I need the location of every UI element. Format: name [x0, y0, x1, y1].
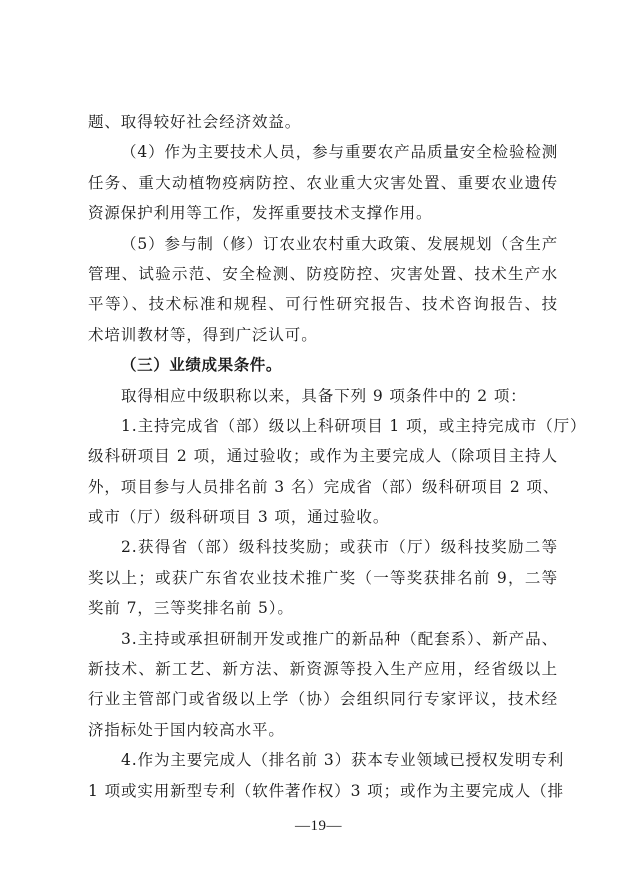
text-line: 3.主持或承担研制开发或推广的新品种（配套系）、新产品、: [121, 629, 558, 648]
text-line: 奖前 7，三等奖排名前 5）。: [88, 599, 294, 618]
text-line: （5）参与制（修）订农业农村重大政策、发展规划（含生产: [121, 234, 559, 253]
text-line: 题、取得较好社会经济效益。: [88, 113, 302, 131]
text-line: 管理、试验示范、安全检测、防疫防控、灾害处置、技术生产水: [88, 264, 558, 283]
text-line: 2.获得省（部）级科技奖励；或获市（厅）级科技奖励二等: [121, 538, 558, 557]
text-line: 或市（厅）级科研项目 3 项，通过验收。: [88, 508, 390, 527]
text-line: 任务、重大动植物疫病防控、农业重大灾害处置、重要农业遗传: [88, 173, 558, 192]
text-line: 4.作为主要完成人（排名前 3）获本专业领域已授权发明专利: [121, 751, 565, 770]
text-line: 1.主持完成省（部）级以上科研项目 1 项，或主持完成市（厅）: [121, 416, 587, 435]
text-line: 奖以上；或获广东省农业技术推广奖（一等奖获排名前 9，二等: [88, 568, 558, 587]
document-body: [88, 107, 587, 806]
text-line: （4）作为主要技术人员，参与重要农产品质量安全检验检测: [121, 143, 559, 162]
text-line: 平等）、技术标准和规程、可行性研究报告、技术咨询报告、技: [88, 295, 558, 314]
page-number: —19—: [295, 818, 342, 834]
text-line: 术培训教材等，得到广泛认可。: [88, 325, 318, 344]
text-line: 取得相应中级职称以来，具备下列 9 项条件中的 2 项：: [121, 386, 527, 405]
text-line: 济指标处于国内较高水平。: [88, 720, 285, 739]
text-line: 级科研项目 2 项，通过验收；或作为主要完成人（除项目主持人: [88, 447, 558, 466]
text-line: 资源保护利用等工作，发挥重要技术支撑作用。: [88, 204, 433, 223]
text-line: 外，项目参与人员排名前 3 名）完成省（部）级科研项目 2 项、: [88, 477, 560, 496]
text-line: 新技术、新工艺、新方法、新资源等投入生产应用，经省级以上: [88, 660, 558, 679]
section-heading: （三）业绩成果条件。: [121, 356, 283, 375]
text-line: 1 项或实用新型专利（软件著作权）3 项；或作为主要完成人（排: [88, 781, 564, 800]
text-line: 行业主管部门或省级以上学（协）会组织同行专家评议，技术经: [88, 690, 558, 709]
